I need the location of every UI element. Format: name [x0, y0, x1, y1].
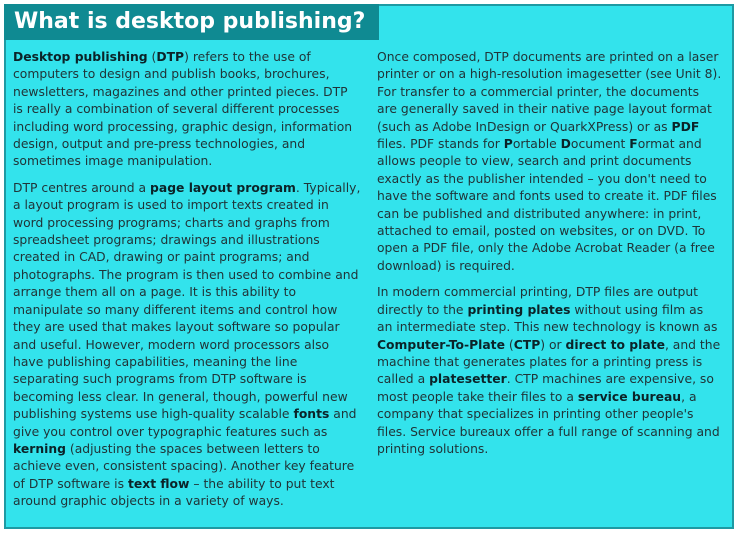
key-term: fonts [293, 407, 330, 422]
page-title: What is desktop publishing? [4, 4, 379, 40]
text-run: without using film as an intermediate step. This new technology is known as [377, 302, 718, 335]
text-run: ormat and allows people to view, search and print documents exactly as the publisher intended – you don't need to have the software and fonts used to create it. PDF files can be published and distributed anywhere: in print, attached to email, posted on websites, or on DVD. To open a PDF file, only the Adobe Acrobat Reader (a free download) is required. [377, 137, 717, 273]
right-column [377, 49, 722, 467]
key-term: Desktop publishing [13, 50, 148, 64]
paragraph [377, 284, 722, 458]
key-term: PDF [671, 119, 700, 134]
paragraph [377, 49, 722, 275]
key-term: printing plates [467, 302, 571, 317]
text-run: ortable [512, 137, 561, 152]
text-run: and give you control over typographic features such as [13, 407, 357, 439]
text-run: Once composed, DTP documents are printed on a laser printer or on a high-resolution imagesetter (see Unit 8). For transfer to a commercial printer, the documents are generally saved in their native page layout format (such as Adobe InDesign or QuarkXPress) or as [377, 50, 722, 134]
text-run: , and the machine that generates plates for a printing press is called a [377, 337, 721, 387]
key-term: direct to plate [565, 337, 665, 352]
text-run: (adjusting the spaces between letters to achieve even, consistent spacing). Another key feature of DTP software is [13, 441, 355, 491]
key-term: F [629, 137, 638, 152]
text-run: ( [504, 337, 514, 352]
text-run: , a company that specializes in printing other people's files. Service bureaux offer a full range of scanning and printing solutions. [377, 389, 720, 456]
key-term: service bureau [577, 389, 682, 404]
text-run: – the ability to put text around graphic objects in a variety of ways. [13, 476, 335, 509]
text-run: . CTP machines are expensive, so most people take their files to a [377, 372, 714, 404]
text-run: ( [147, 50, 157, 64]
text-run: ) refers to the use of computers to design and publish books, brochures, newsletters, magazines and other printed pieces. DTP is really a combination of several different processes including word processing, graphic design, information design, output and pre-press technologies, and sometimes image manipulation. [13, 50, 353, 169]
key-term: Computer-To-Plate [377, 337, 505, 352]
text-run: ocument [570, 137, 630, 152]
key-term: text flow [127, 476, 190, 491]
text-run: . Typically, a layout program is used to import texts created in word processing programs; charts and graphs from spreadsheet programs; drawings and illustrations created in CAD, drawing or paint programs; and photographs. The program is then used to combine and arrange them all on a page. It is this ability to manipulate so many different items and control how they are used that makes layout software so popular and useful. However, modern word processors also have publishing capabilities, meaning the line separating such programs from DTP software is becoming less clear. In general, though, powerful new publishing systems use high-quality scalable [13, 180, 361, 422]
key-term: platesetter [429, 372, 507, 387]
key-term: DTP [156, 50, 185, 64]
paragraph [13, 180, 361, 511]
paragraph [13, 49, 361, 171]
key-term: kerning [13, 441, 66, 456]
text-run: DTP centres around a [13, 180, 151, 195]
key-term: D [560, 137, 571, 152]
text-run: In modern commercial printing, DTP files are output directly to the [377, 285, 699, 317]
key-term: page layout program [150, 180, 296, 195]
key-term: P [503, 137, 513, 152]
text-run: files. PDF stands for [377, 137, 504, 152]
key-term: CTP [513, 337, 541, 352]
left-column [13, 49, 361, 520]
text-run: ) or [540, 337, 566, 352]
